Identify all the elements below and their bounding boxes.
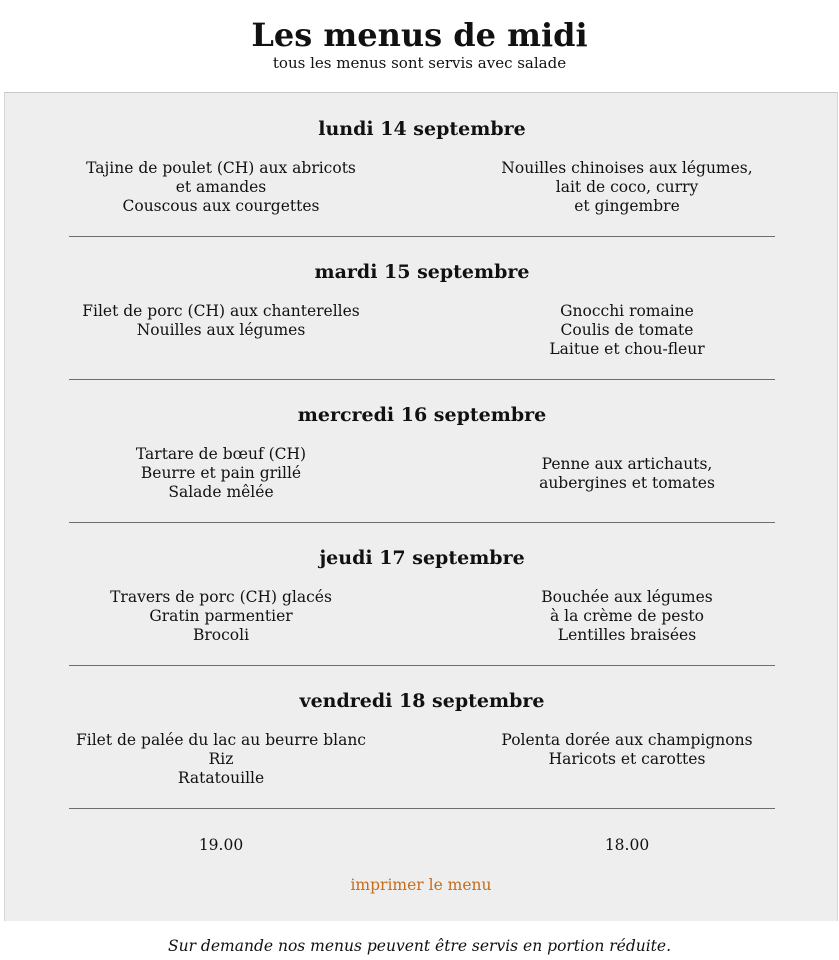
page-header [0, 0, 839, 92]
day-title: lundi 14 septembre [318, 118, 526, 140]
menu-line: Laitue et chou-fleur [549, 340, 705, 358]
vegetarian-menu [472, 588, 782, 645]
print-menu-link[interactable]: imprimer le menu [350, 876, 492, 894]
menu-line: Penne aux artichauts, [541, 455, 713, 473]
menu-line: Tartare de bœuf (CH) [135, 445, 307, 463]
menu-panel [4, 92, 838, 921]
vegetarian-menu [472, 302, 782, 359]
menu-line: et amandes [175, 178, 267, 196]
menu-line: Tajine de poulet (CH) aux abricots [86, 159, 356, 177]
menu-line: aubergines et tomates [539, 474, 715, 492]
menu-line: Gratin parmentier [149, 607, 293, 625]
menu-line: Beurre et pain grillé [140, 464, 302, 482]
page-title: Les menus de midi [251, 16, 588, 54]
meat-menu [66, 731, 376, 788]
menu-line: Couscous aux courgettes [122, 197, 320, 215]
day-section-friday [69, 665, 775, 809]
day-section-wednesday [69, 379, 775, 523]
menu-line: Gnocchi romaine [560, 302, 694, 320]
vegetarian-menu [472, 159, 782, 216]
menu-line: Riz [208, 750, 234, 768]
menu-line: Lentilles braisées [557, 626, 697, 644]
menu-line: Filet de porc (CH) aux chanterelles [82, 302, 360, 320]
menu-line: Haricots et carottes [548, 750, 706, 768]
menu-line: à la crème de pesto [550, 607, 704, 625]
menu-line: Brocoli [192, 626, 250, 644]
day-section-thursday [69, 522, 775, 666]
price-row [69, 835, 775, 857]
day-section-tuesday [69, 236, 775, 380]
menu-line: Ratatouille [177, 769, 265, 787]
menu-line: Polenta dorée aux champignons [501, 731, 753, 749]
menu-line: Travers de porc (CH) glacés [110, 588, 332, 606]
meat-menu [66, 159, 376, 216]
meat-menu [66, 588, 376, 645]
vegetarian-menu [472, 731, 782, 769]
meat-menu [66, 445, 376, 502]
vegetarian-menu-price: 18.00 [604, 836, 650, 854]
meat-menu [66, 302, 376, 340]
portion-note: Sur demande nos menus peuvent être servis en portion réduite. [167, 937, 672, 955]
day-section-monday [69, 93, 775, 237]
menu-line: lait de coco, curry [555, 178, 699, 196]
menu-line: et gingembre [574, 197, 680, 215]
menu-line: Bouchée aux légumes [541, 588, 713, 606]
day-title: mardi 15 septembre [314, 261, 530, 283]
vegetarian-menu [472, 455, 782, 493]
menu-line: Salade mêlée [168, 483, 274, 501]
day-title: mercredi 16 septembre [297, 404, 547, 426]
menu-line: Filet de palée du lac au beurre blanc [76, 731, 366, 749]
day-title: jeudi 17 septembre [319, 547, 525, 569]
day-title: vendredi 18 septembre [299, 690, 545, 712]
menu-line: Nouilles aux légumes [136, 321, 306, 339]
meat-menu-price: 19.00 [198, 836, 244, 854]
page-subtitle: tous les menus sont servis avec salade [272, 54, 567, 72]
menu-line: Coulis de tomate [560, 321, 694, 339]
menu-line: Nouilles chinoises aux légumes, [501, 159, 753, 177]
